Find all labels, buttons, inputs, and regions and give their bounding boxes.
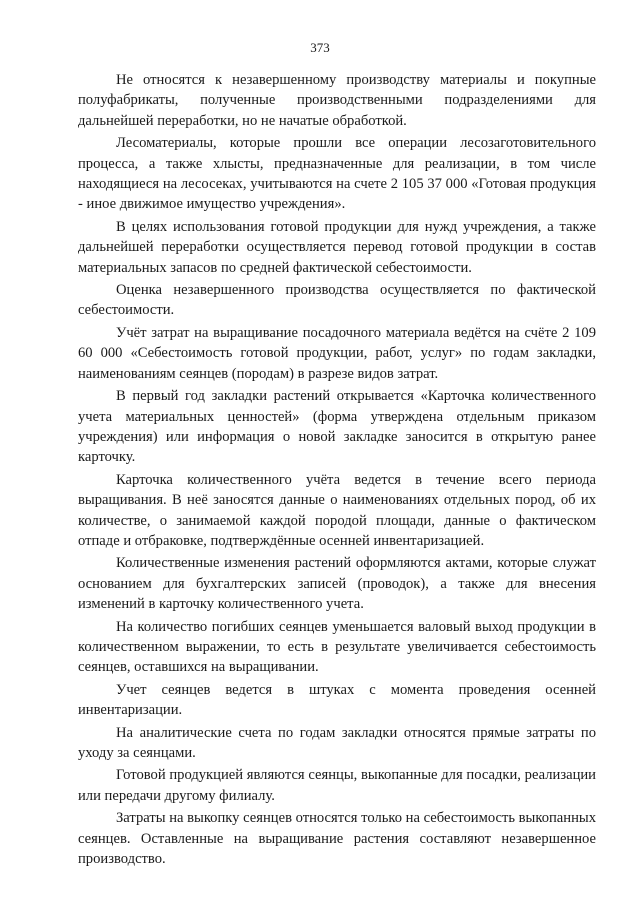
paragraph-seedling-count-units: Учет сеянцев ведется в штуках с момента проведения осенней инвентаризации. [78, 681, 596, 719]
paragraph-seedling-cost-accounting: Учёт затрат на выращивание посадочного материала ведётся на счёте 2 109 60 000 «Себестоимость готовой продукции, работ, услуг» по годам закладки, наименованиям сеянцев (породам) в разрезе видов затрат. [78, 324, 596, 382]
paragraph-quantity-card-opening: В первый год закладки растений открывается «Карточка количественного учета материальных ценностей» (форма утверждена отдельным приказом учреждения) или информация о новой закладке заносится в открытую ранее карточку. [78, 388, 596, 466]
paragraph-finished-goods-transfer: В целях использования готовой продукции для нужд учреждения, а также дальнейшей переработки осуществляется перевод готовой продукции в состав материальных запасов по средней фактической себестоимости. [78, 218, 596, 276]
paragraph-timber-materials: Лесоматериалы, которые прошли все операции лесозаготовительного процесса, а также хлысты, предназначенные для реализации, в том числе находящиеся на лесосеках, учитываются на счете 2 105 37 000 «Готовая продукция - иное движимое имущество учреждения». [78, 135, 596, 213]
paragraph-finished-products-definition: Готовой продукцией являются сеянцы, выкопанные для посадки, реализации или передачи другому филиалу. [78, 767, 596, 804]
paragraph-quantity-changes-acts: Количественные изменения растений оформляются актами, которые служат основанием для бухгалтерских записей (проводок), а также для внесения изменений в карточку количественного учета. [78, 555, 596, 613]
paragraph-direct-costs: На аналитические счета по годам закладки относятся прямые затраты по уходу за сеянцами. [78, 724, 596, 761]
paragraph-digging-costs: Затраты на выкопку сеянцев относятся только на себестоимость выкопанных сеянцев. Оставленные на выращивание растения составляют незавершенное производство. [78, 810, 596, 868]
paragraph-unfinished-production-valuation: Оценка незавершенного производства осуществляется по фактической себестоимости. [78, 282, 596, 319]
document-body [78, 70, 596, 871]
paragraph-unfinished-production-exclusions: Не относятся к незавершенному производству материалы и покупные полуфабрикаты, полученные производственными подразделениями для дальнейшей переработки, но не начатые обработкой. [78, 72, 596, 129]
page-number: 373 [310, 40, 330, 55]
paragraph-dead-seedlings: На количество погибших сеянцев уменьшается валовый выход продукции в количественном выражении, то есть в результате увеличивается себестоимость сеянцев, оставшихся на выращивании. [78, 618, 596, 676]
paragraph-quantity-card-maintenance: Карточка количественного учёта ведется в течение всего периода выращивания. В неё заносятся данные о наименованиях отдельных пород, об их количестве, о занимаемой каждой породой площади, данные о фактическом отпаде и отбраковке, подтверждённые осенней инвентаризацией. [78, 471, 596, 549]
